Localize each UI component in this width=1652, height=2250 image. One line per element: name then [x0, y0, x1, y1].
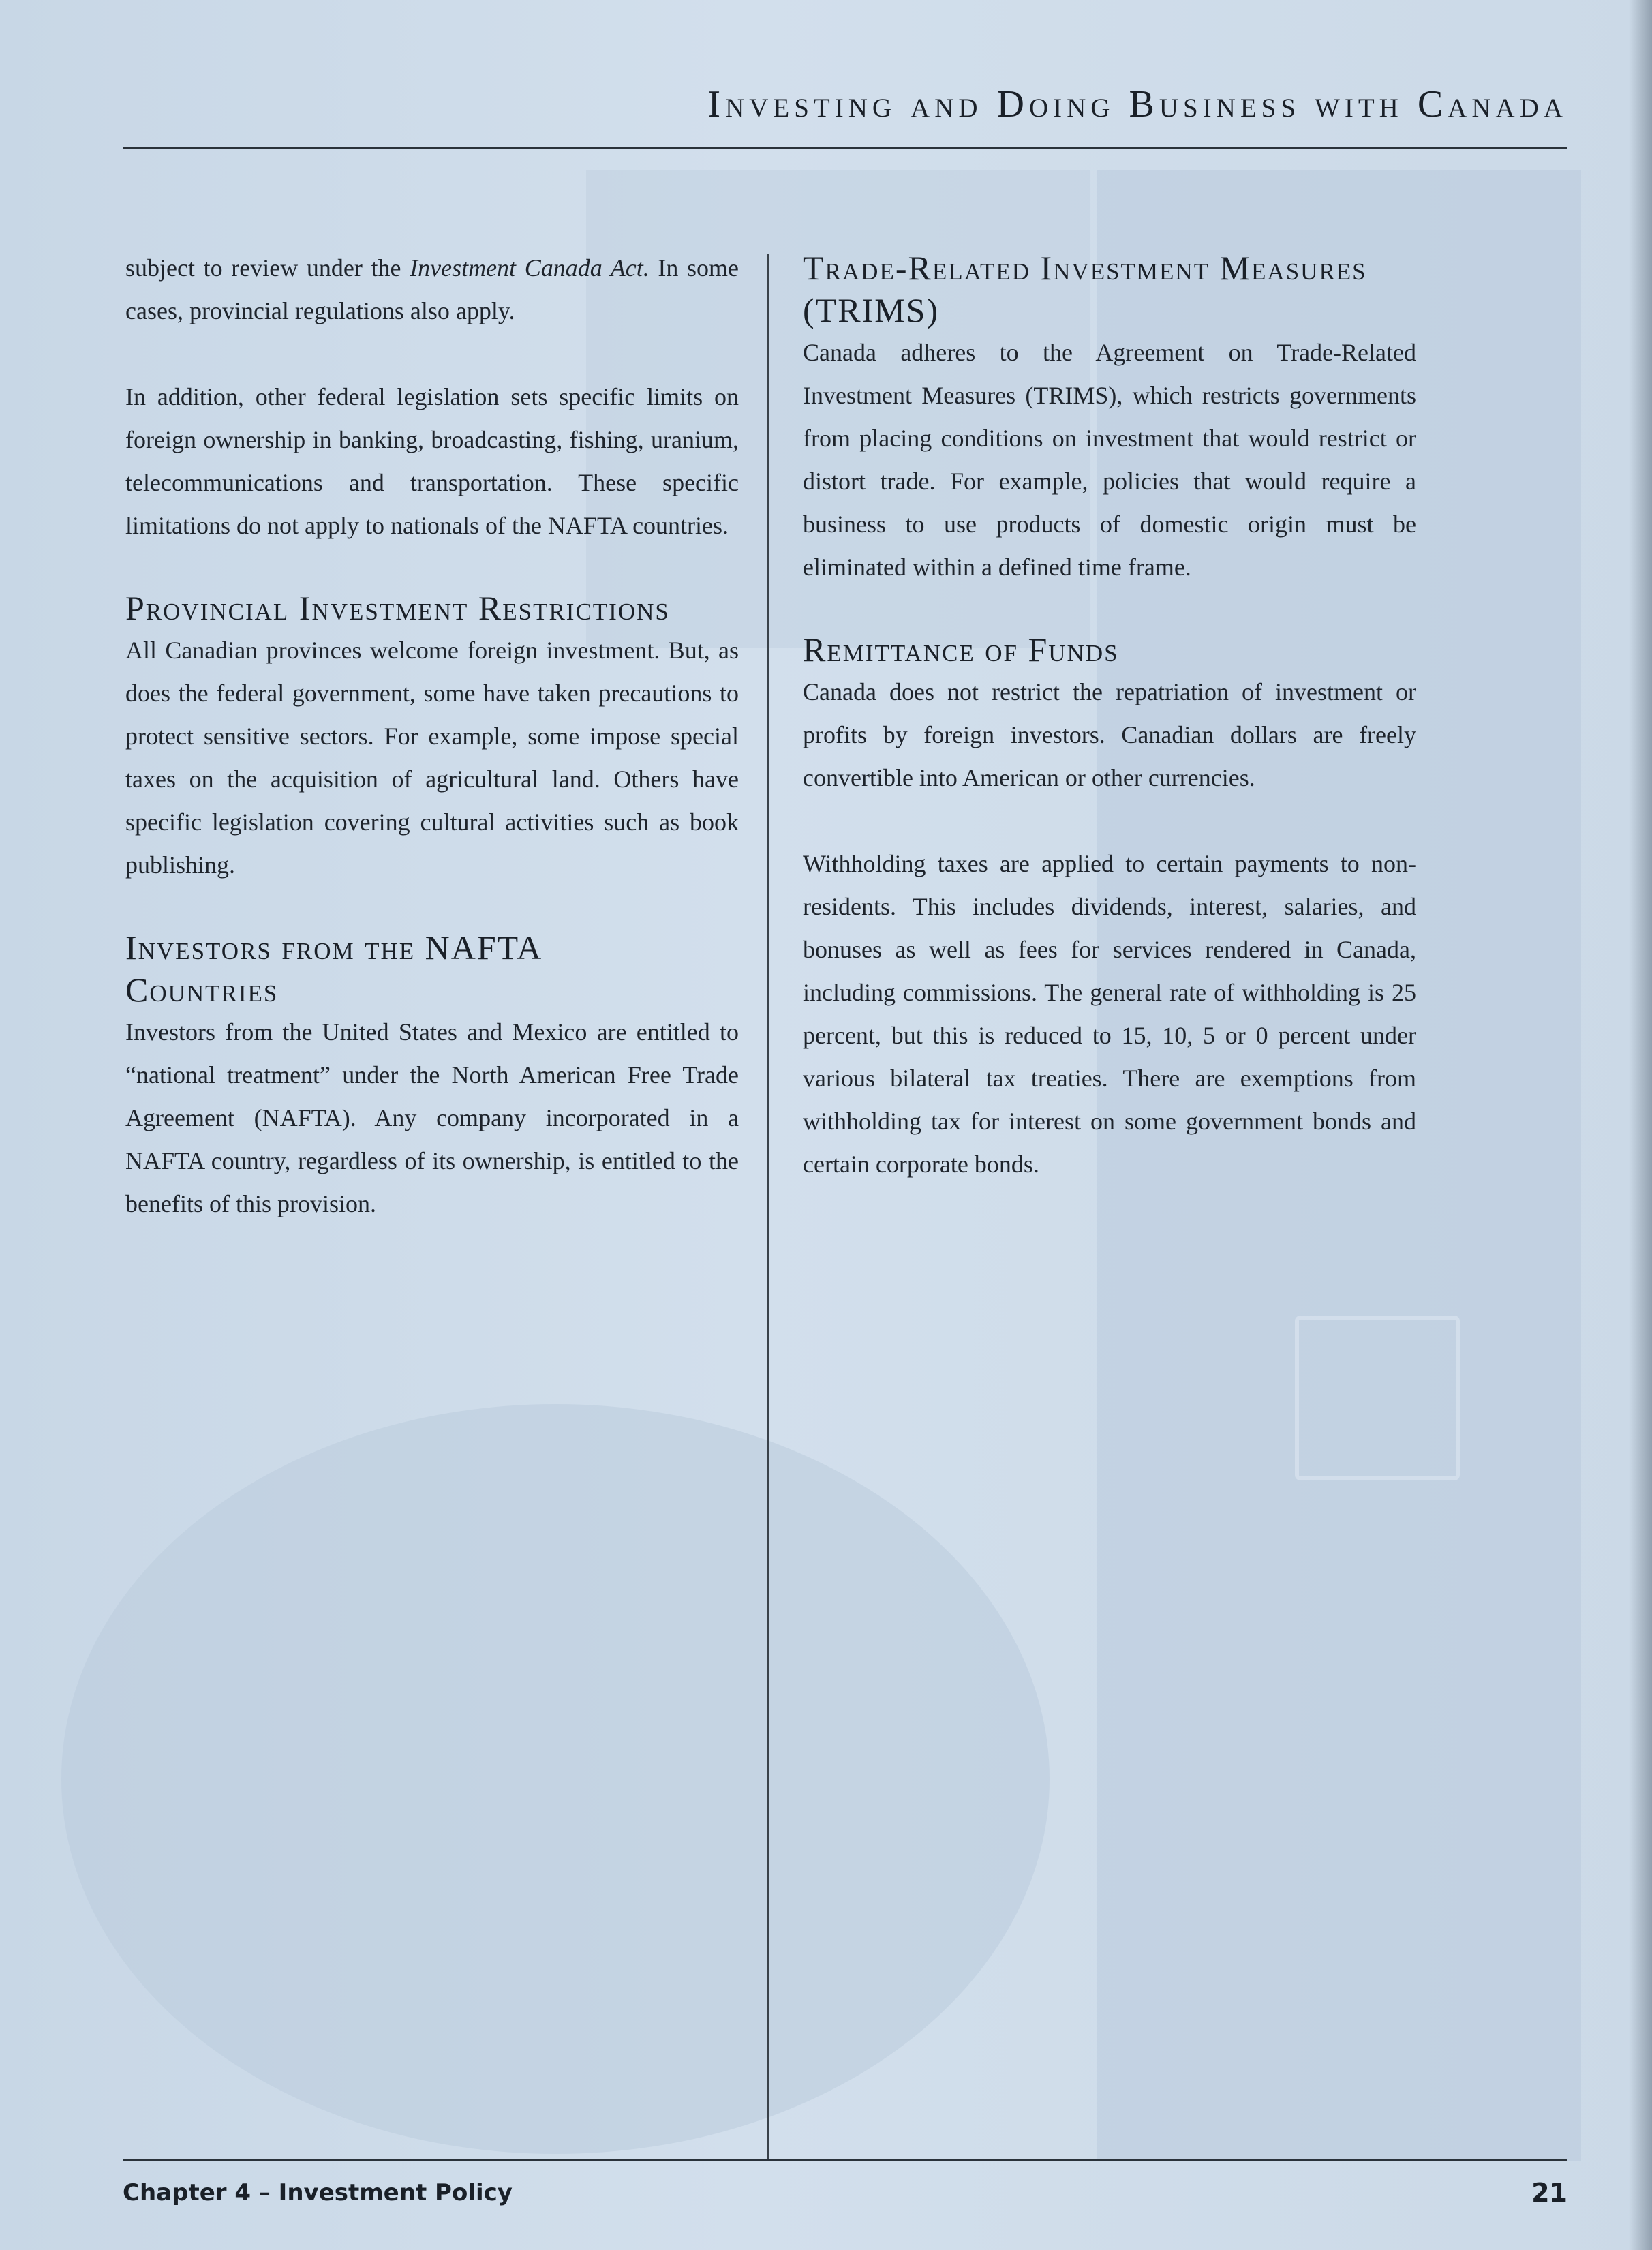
- heading-provincial-restrictions: Provincial Investment Restrictions: [125, 589, 670, 627]
- page-edge-shadow: [1629, 0, 1652, 2250]
- running-header: Investing and Doing Business with Canada: [707, 83, 1567, 125]
- heading-nafta-investors: Investors from the NAFTA Countries: [125, 928, 541, 1009]
- heading-trims: Trade-Related Investment Measures (TRIMS): [803, 249, 1367, 329]
- paragraph-text: subject to review under the: [125, 254, 410, 282]
- paragraph-repatriation: Canada does not restrict the repatriation of investment or profits by foreign investors. Canadian dollars are freely convertible into American or other currencies.: [803, 678, 1416, 791]
- column-divider: [767, 254, 769, 2159]
- paragraph-nafta: Investors from the United States and Mexico are entitled to “national treatment” under the North American Free Trade Agreement (NAFTA). Any company incorporated in a NAFTA country, regardless of its ownership, is entitled to the benefits of this provision.: [125, 1018, 739, 1217]
- paragraph-trims: Canada adheres to the Agreement on Trade-Related Investment Measures (TRIMS), which restricts governments from placing conditions on investment that would restrict or distort trade. For example, policies that would require a business to use products of domestic origin must be eliminated within a defined time frame.: [803, 339, 1416, 581]
- left-column: [125, 247, 739, 1226]
- footer-chapter-title: Chapter 4 – Investment Policy: [123, 2179, 513, 2206]
- background-logo-mark: [1295, 1316, 1460, 1480]
- right-column: [803, 247, 1416, 1186]
- page-number: 21: [1531, 2178, 1567, 2208]
- paragraph-provincial: All Canadian provinces welcome foreign investment. But, as does the federal government, some have taken precautions to protect sensitive sectors. For example, some impose special taxes on the acquisition of agricultural land. Others have specific legislation covering cultural activities such as book publishing.: [125, 637, 739, 879]
- paragraph-withholding-taxes: Withholding taxes are applied to certain payments to non-residents. This includes dividends, interest, salaries, and bonuses as well as fees for services rendered in Canada, including commissions. The general rate of withholding is 25 percent, but this is reduced to 15, 10, 5 or 0 percent under various bilateral tax treaties. There are exemptions from withholding tax for interest on some government bonds and certain corporate bonds.: [803, 850, 1416, 1178]
- paragraph-federal-limits: In addition, other federal legislation sets specific limits on foreign ownership in banking, broadcasting, fishing, uranium, telecommunications and transportation. These specific limitations do not apply to nationals of the NAFTA countries.: [125, 383, 739, 539]
- heading-remittance: Remittance of Funds: [803, 630, 1119, 669]
- header-rule: [123, 147, 1567, 149]
- act-title-italic: Investment Canada Act.: [410, 254, 649, 282]
- footer-rule: [123, 2159, 1567, 2161]
- background-globe-image: [61, 1404, 1050, 2154]
- paragraph-text: In some cases, provincial regulations also apply.: [125, 254, 739, 324]
- paragraph-investment-canada-act: [125, 247, 739, 333]
